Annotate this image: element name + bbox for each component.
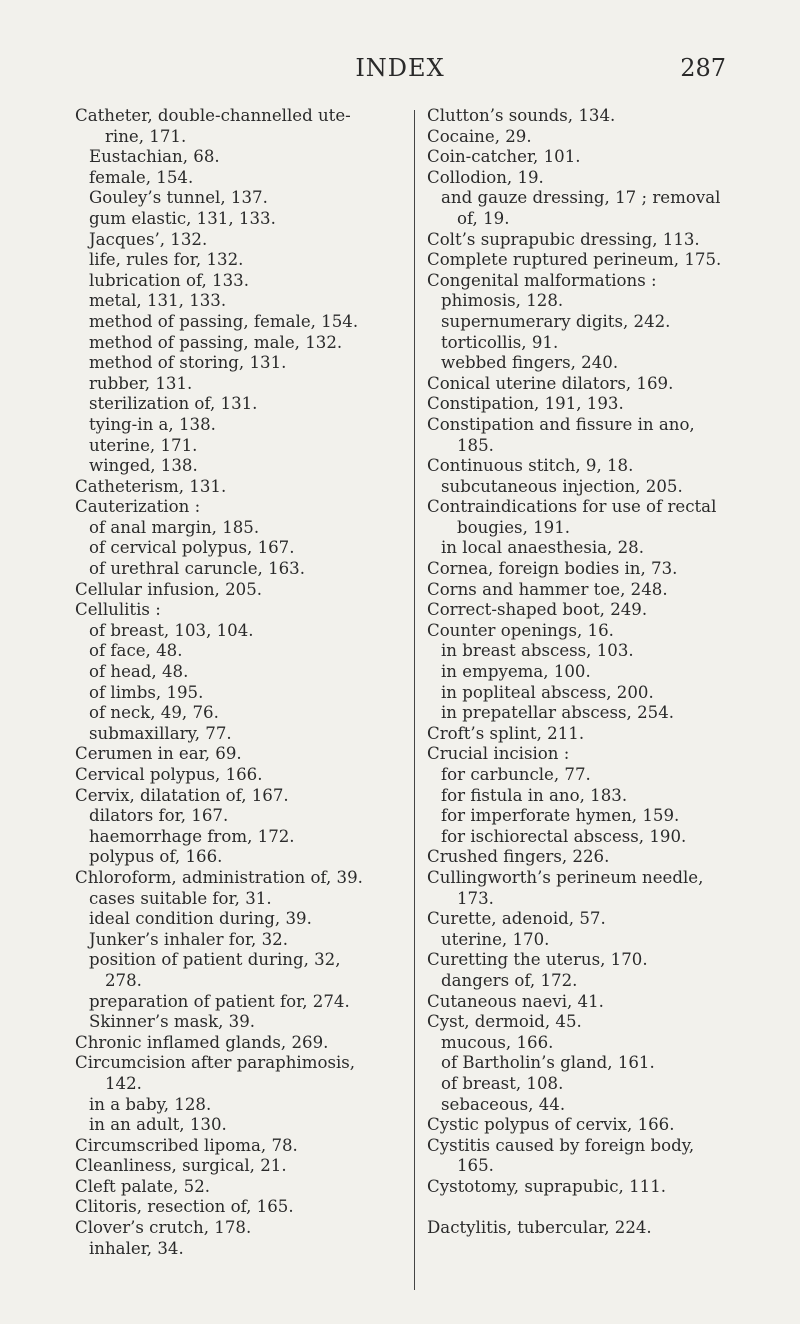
index-entry-continuation: 142. xyxy=(105,1073,142,1093)
index-subentry: position of patient during, 32, xyxy=(89,950,341,970)
index-subentry: tying-in a, 138. xyxy=(89,414,216,434)
index-entry: Crushed fingers, 226. xyxy=(427,847,610,867)
index-subentry: metal, 131, 133. xyxy=(89,291,227,311)
index-entry: Cyst, dermoid, 45. xyxy=(427,1012,582,1032)
index-subentry: rubber, 131. xyxy=(89,373,193,393)
index-entry: Corns and hammer toe, 248. xyxy=(427,579,668,599)
index-subentry: cases suitable for, 31. xyxy=(89,888,272,908)
index-subentry: ideal condition during, 39. xyxy=(89,909,312,929)
index-entry: Dactylitis, tubercular, 224. xyxy=(427,1218,652,1238)
index-entry: Cleanliness, surgical, 21. xyxy=(75,1156,287,1176)
index-subentry: dangers of, 172. xyxy=(441,970,578,990)
index-subentry: female, 154. xyxy=(89,167,194,187)
index-subentry: inhaler, 34. xyxy=(89,1238,184,1258)
index-entry: Chronic inflamed glands, 269. xyxy=(75,1032,329,1052)
index-subentry: method of storing, 131. xyxy=(89,353,287,373)
index-entry: Coin-catcher, 101. xyxy=(427,147,581,167)
index-subentry: life, rules for, 132. xyxy=(89,250,244,270)
index-entry: Croft’s splint, 211. xyxy=(427,723,585,743)
index-subentry: polypus of, 166. xyxy=(89,847,223,867)
index-subentry: uterine, 171. xyxy=(89,435,198,455)
index-subentry: of breast, 103, 104. xyxy=(89,620,254,640)
index-entry: Circumcision after paraphimosis, xyxy=(75,1053,356,1073)
index-entry: Cellular infusion, 205. xyxy=(75,579,263,599)
index-subentry: of urethral caruncle, 163. xyxy=(89,559,306,579)
index-subentry: Junker’s inhaler for, 32. xyxy=(89,929,288,949)
index-subentry: in empyema, 100. xyxy=(441,662,591,682)
index-entry: Cullingworth’s perineum needle, xyxy=(427,867,704,887)
index-subentry: of Bartholin’s gland, 161. xyxy=(441,1053,655,1073)
index-entry: Counter openings, 16. xyxy=(427,620,614,640)
index-entry: Conical uterine dilators, 169. xyxy=(427,373,674,393)
index-subentry: of limbs, 195. xyxy=(89,682,204,702)
index-entry: Cleft palate, 52. xyxy=(75,1176,211,1196)
index-entry: Clitoris, resection of, 165. xyxy=(75,1197,294,1217)
index-entry: Cervix, dilatation of, 167. xyxy=(75,785,289,805)
index-subentry: for carbuncle, 77. xyxy=(441,765,591,784)
index-subentry: uterine, 170. xyxy=(441,929,550,949)
index-entry: Cystic polypus of cervix, 166. xyxy=(427,1115,675,1135)
index-subentry: of cervical polypus, 167. xyxy=(89,538,295,558)
index-subentry: haemorrhage from, 172. xyxy=(89,826,295,846)
index-entry-continuation: 165. xyxy=(457,1156,494,1176)
index-subentry: submaxillary, 77. xyxy=(89,723,232,743)
index-subentry: in breast abscess, 103. xyxy=(441,641,634,661)
index-entry-continuation: 278. xyxy=(105,970,142,990)
index-entry: Cornea, foreign bodies in, 73. xyxy=(427,559,678,579)
index-entry-continuation: 173. xyxy=(457,888,494,908)
index-entry: Cutaneous naevi, 41. xyxy=(427,991,604,1011)
index-subentry: Eustachian, 68. xyxy=(89,147,220,167)
index-entry: Curetting the uterus, 170. xyxy=(427,950,648,970)
index-subentry: preparation of patient for, 274. xyxy=(89,991,350,1011)
index-entry: Correct-shaped boot, 249. xyxy=(427,600,648,620)
index-subentry: subcutaneous injection, 205. xyxy=(441,476,683,496)
index-entry: Crucial incision : xyxy=(427,744,570,764)
index-subentry: Skinner’s mask, 39. xyxy=(89,1012,256,1032)
index-subentry: torticollis, 91. xyxy=(441,332,559,352)
index-entry: Cerumen in ear, 69. xyxy=(75,744,242,764)
index-subentry: in local anaesthesia, 28. xyxy=(441,538,644,558)
index-subentry: for imperforate hymen, 159. xyxy=(441,806,680,826)
index-entry: Continuous stitch, 9, 18. xyxy=(427,456,634,476)
index-subentry: Jacques’, 132. xyxy=(89,229,208,249)
index-entry: Cellulitis : xyxy=(75,600,161,620)
page-number: 287 xyxy=(680,54,726,82)
index-entry: Colt’s suprapubic dressing, 113. xyxy=(427,229,700,249)
index-subentry: of face, 48. xyxy=(89,641,183,661)
index-subentry: lubrication of, 133. xyxy=(89,270,250,290)
index-subentry: and gauze dressing, 17 ; removal xyxy=(441,188,721,208)
index-entry: Complete ruptured perineum, 175. xyxy=(427,250,722,270)
index-entry: Curette, adenoid, 57. xyxy=(427,909,606,929)
index-subentry: in a baby, 128. xyxy=(89,1094,212,1114)
index-column-left xyxy=(75,106,413,1259)
index-subentry: sebaceous, 44. xyxy=(441,1094,566,1114)
index-subentry: in popliteal abscess, 200. xyxy=(441,682,654,702)
index-subentry: method of passing, male, 132. xyxy=(89,332,343,352)
column-divider xyxy=(414,110,415,1290)
index-subentry: mucous, 166. xyxy=(441,1032,554,1052)
index-column-right xyxy=(427,106,757,1239)
index-entry xyxy=(427,1197,757,1218)
index-entry: Contraindications for use of rectal xyxy=(427,497,717,517)
index-subentry: Gouley’s tunnel, 137. xyxy=(89,188,268,208)
index-entry: Cystotomy, suprapubic, 111. xyxy=(427,1176,667,1196)
index-subentry: phimosis, 128. xyxy=(441,291,564,311)
index-entry: Cervical polypus, 166. xyxy=(75,765,263,784)
index-entry-continuation: rine, 171. xyxy=(105,126,187,146)
index-entry: Congenital malformations : xyxy=(427,270,657,290)
index-entry: Circumscribed lipoma, 78. xyxy=(75,1135,298,1155)
index-subentry: dilators for, 167. xyxy=(89,806,229,826)
index-subentry: winged, 138. xyxy=(89,456,198,476)
index-entry: Constipation, 191, 193. xyxy=(427,394,624,414)
index-subentry: of head, 48. xyxy=(89,662,189,682)
index-subentry: sterilization of, 131. xyxy=(89,394,258,414)
index-subentry: supernumerary digits, 242. xyxy=(441,311,671,331)
index-subentry: of anal margin, 185. xyxy=(89,517,260,537)
page-title: INDEX xyxy=(355,54,445,82)
index-entry-continuation: bougies, 191. xyxy=(457,517,571,537)
index-subentry: for fistula in ano, 183. xyxy=(441,785,628,805)
index-entry: Cocaine, 29. xyxy=(427,126,532,146)
index-entry: Cystitis caused by foreign body, xyxy=(427,1135,695,1155)
index-subentry: in an adult, 130. xyxy=(89,1115,227,1135)
index-subentry: webbed fingers, 240. xyxy=(441,353,619,373)
index-entry-continuation: 185. xyxy=(457,435,494,455)
index-subentry: method of passing, female, 154. xyxy=(89,311,359,331)
index-entry: Catheter, double-channelled ute- xyxy=(75,106,351,125)
index-entry: Catheterism, 131. xyxy=(75,476,227,496)
index-subentry: gum elastic, 131, 133. xyxy=(89,208,276,228)
index-entry: Constipation and fissure in ano, xyxy=(427,414,695,434)
index-entry: Clover’s crutch, 178. xyxy=(75,1218,252,1238)
index-entry: Clutton’s sounds, 134. xyxy=(427,106,616,125)
index-subentry: for ischiorectal abscess, 190. xyxy=(441,826,687,846)
index-entry: Chloroform, administration of, 39. xyxy=(75,867,363,887)
index-subentry: of breast, 108. xyxy=(441,1073,564,1093)
index-entry: Cauterization : xyxy=(75,497,201,517)
index-subentry: of neck, 49, 76. xyxy=(89,703,219,723)
page-header xyxy=(0,54,800,88)
index-subentry: in prepatellar abscess, 254. xyxy=(441,703,675,723)
index-entry: Collodion, 19. xyxy=(427,167,544,187)
index-entry-continuation: of, 19. xyxy=(457,208,510,228)
